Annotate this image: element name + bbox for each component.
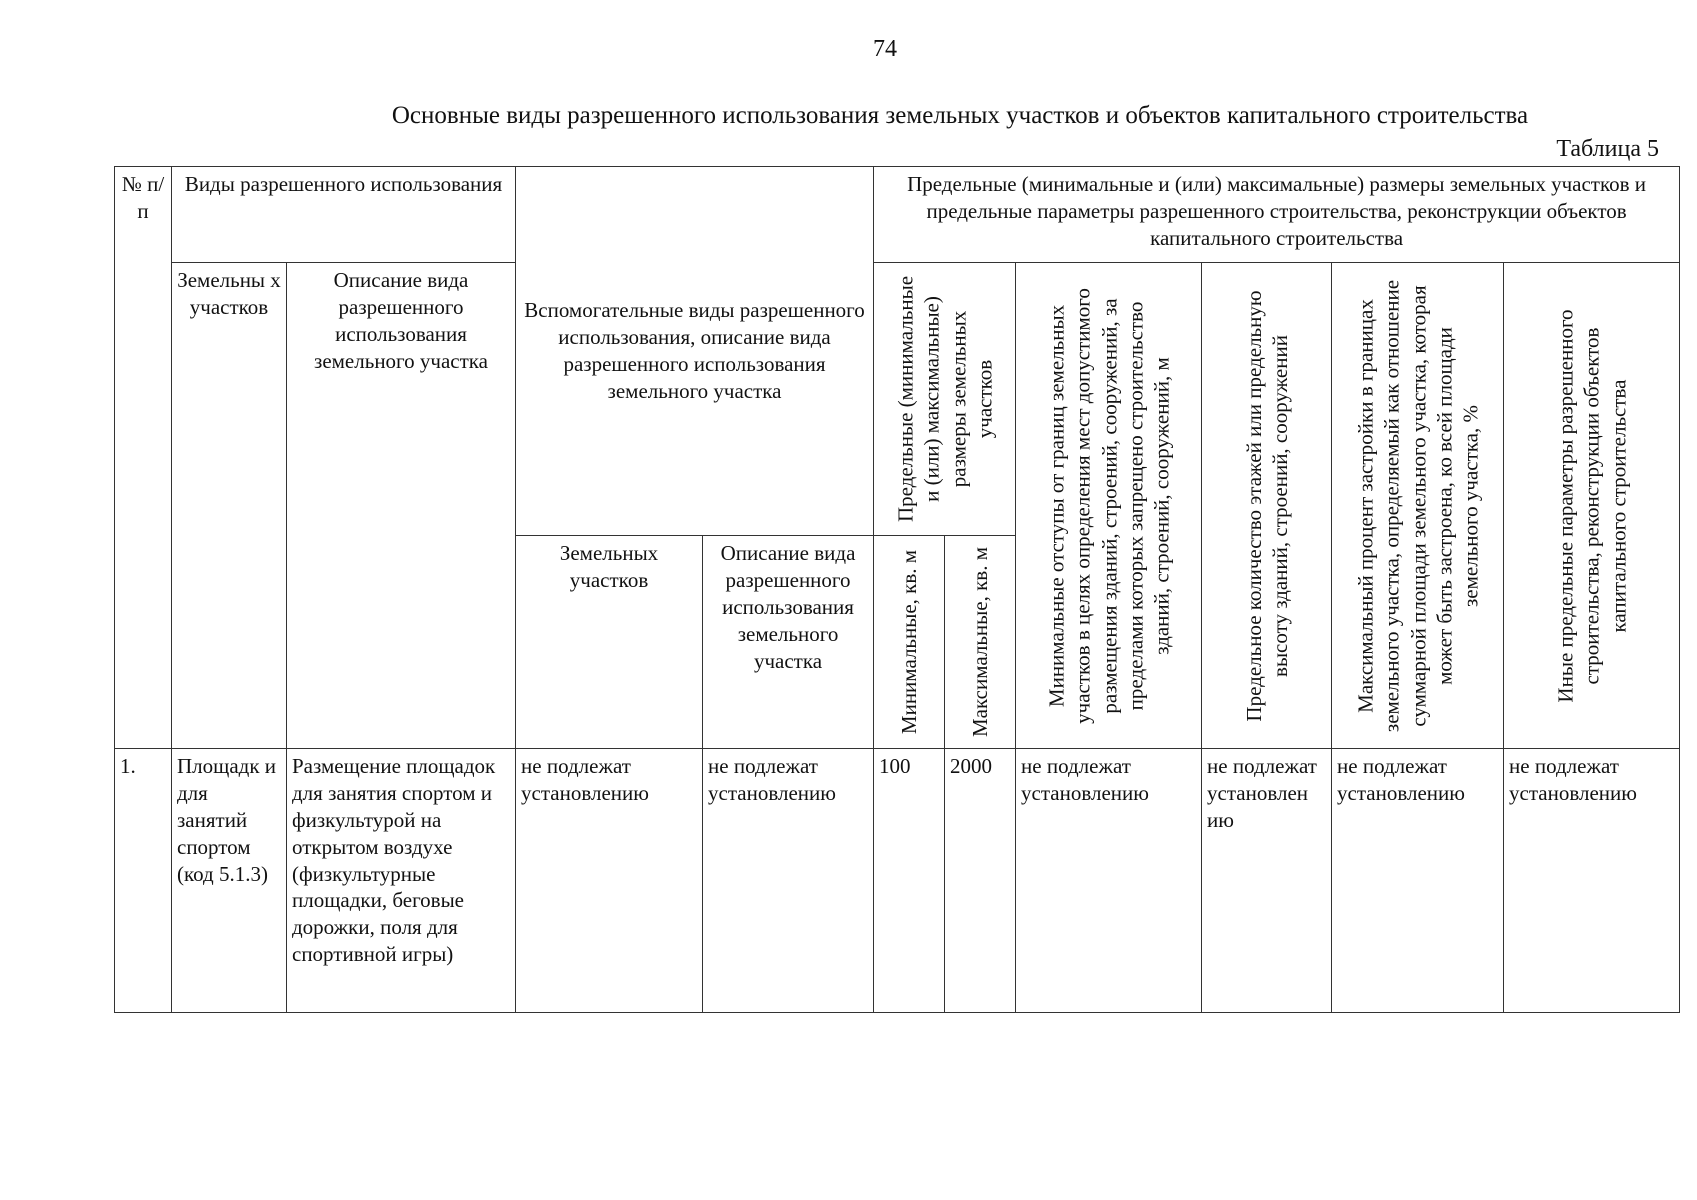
header-permitted-use-types: Виды разрешенного использования	[172, 167, 516, 263]
header-min-area: Минимальные, кв. м	[874, 536, 945, 749]
header-plot-sizes: Предельные (минимальные и (или) максимальные) размеры земельных участков	[874, 263, 1016, 536]
header-auxiliary-types: Вспомогательные виды разрешенного использования, описание вида разрешенного использования земельного участка	[516, 167, 874, 536]
row-other: не подлежат установлению	[1504, 749, 1680, 1013]
table-label: Таблица 5	[1556, 136, 1659, 162]
row-setbacks: не подлежат установлению	[1016, 749, 1202, 1013]
row-aux-description: не подлежат установлению	[703, 749, 874, 1013]
header-use-description: Описание вида разрешенного использования земельного участка	[287, 263, 516, 749]
row-max-area: 2000	[945, 749, 1016, 1013]
header-max-area: Максимальные, кв. м	[945, 536, 1016, 749]
header-aux-land-plots: Земельных участков	[516, 536, 703, 749]
header-coverage: Максимальный процент застройки в границах земельного участка, определяемый как отношение суммарной площади земельного участка, которая может быть застроена, ко всей площади земельного участка, %	[1332, 263, 1504, 749]
document-title: Основные виды разрешенного использования земельных участков и объектов капитального строительства	[391, 102, 1529, 129]
header-other-params: Иные предельные параметры разрешенного строительства, реконструкции объектов капитального строительства	[1504, 263, 1680, 749]
page-number: 74	[873, 36, 897, 62]
header-setbacks: Минимальные отступы от границ земельных участков в целях определения мест допустимого размещения зданий, строений, сооружений, за пределами которых запрещено строительство зданий, строений, сооружений, м	[1016, 263, 1202, 749]
row-floors: не подлежат установлен ию	[1202, 749, 1332, 1013]
row-number: 1.	[115, 749, 172, 1013]
header-floors: Предельное количество этажей или предельную высоту зданий, строений, сооружений	[1202, 263, 1332, 749]
header-land-plots: Земельны х участков	[172, 263, 287, 749]
header-number: № п/п	[115, 167, 172, 749]
header-limit-parameters: Предельные (минимальные и (или) максимальные) размеры земельных участков и предельные параметры разрешенного строительства, реконструкции объектов капитального строительства	[874, 167, 1680, 263]
regulations-table	[114, 166, 1680, 1013]
row-description: Размещение площадок для занятия спортом и физкультурой на открытом воздухе (физкультурные площадки, беговые дорожки, поля для спортивной игры)	[287, 749, 516, 1013]
row-min-area: 100	[874, 749, 945, 1013]
row-aux-land: не подлежат установлению	[516, 749, 703, 1013]
row-land-plot: Площадк и для занятий спортом (код 5.1.3)	[172, 749, 287, 1013]
header-aux-description: Описание вида разрешенного использования земельного участка	[703, 536, 874, 749]
row-coverage: не подлежат установлению	[1332, 749, 1504, 1013]
table-row	[115, 749, 1680, 1013]
